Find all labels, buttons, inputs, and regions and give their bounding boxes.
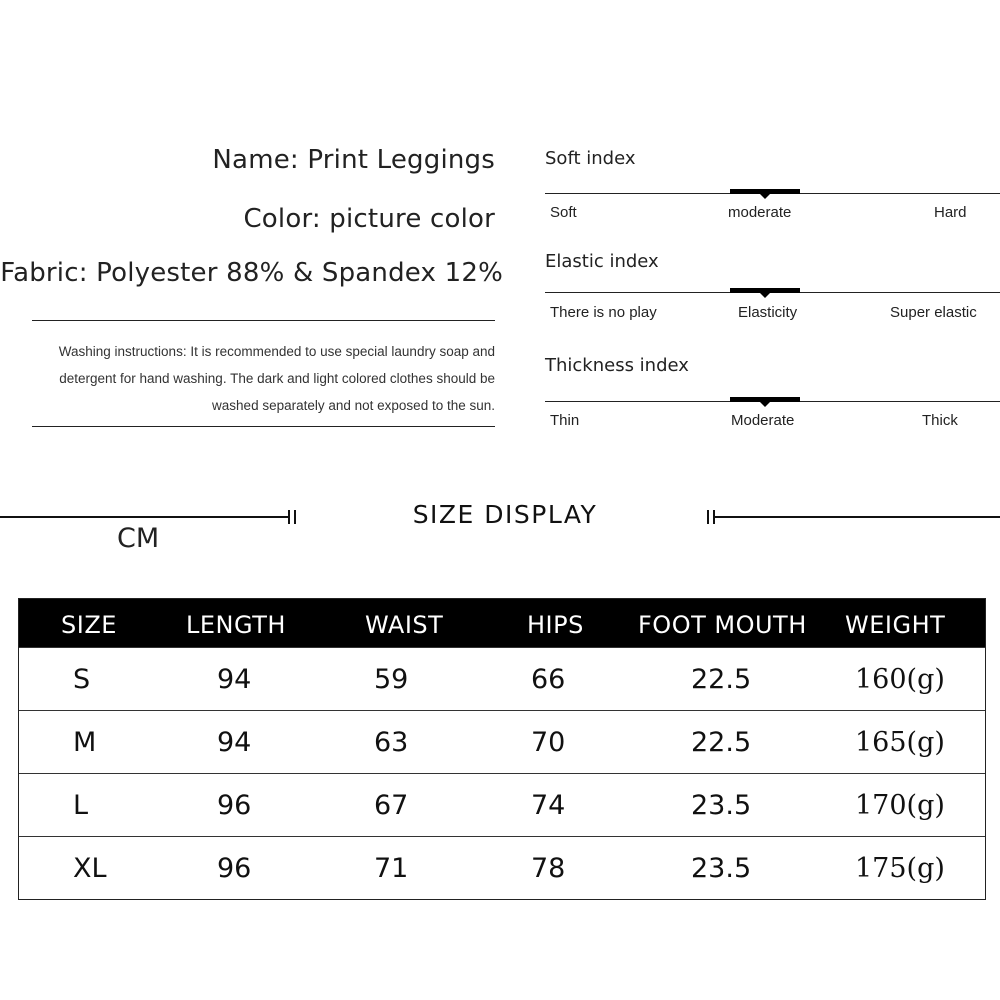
table-header	[19, 599, 985, 647]
cell-length: 94	[217, 664, 252, 695]
soft-index-low: Soft	[550, 204, 577, 221]
size-table	[18, 598, 986, 900]
header-size: SIZE	[61, 611, 117, 639]
elastic-index-mid: Elasticity	[738, 304, 798, 321]
cell-size: L	[73, 790, 89, 821]
header-waist: WAIST	[365, 611, 444, 639]
cell-size: S	[73, 664, 91, 695]
cell-hips: 74	[531, 790, 566, 821]
thickness-index-low: Thin	[550, 412, 580, 429]
elastic-index-high: Super elastic	[890, 304, 977, 321]
soft-index-high: Hard	[934, 204, 967, 221]
divider-bottom	[32, 426, 495, 427]
cell-waist: 67	[374, 790, 409, 821]
product-fabric: Fabric: Polyester 88% & Spandex 12%	[0, 258, 503, 288]
size-display-title: SIZE DISPLAY	[412, 500, 598, 529]
cell-foot-mouth: 23.5	[691, 853, 752, 884]
table-row	[19, 647, 985, 710]
elastic-index-title: Elastic index	[545, 251, 659, 272]
thickness-index-high: Thick	[922, 412, 958, 429]
size-display-line-right	[713, 516, 1000, 518]
table-row	[19, 710, 985, 773]
cell-weight: 170(g)	[855, 790, 945, 821]
product-color: Color: picture color	[243, 204, 495, 234]
cell-size: XL	[73, 853, 107, 884]
size-display-line-left	[0, 516, 288, 518]
soft-index-title: Soft index	[545, 148, 636, 169]
cell-length: 96	[217, 790, 252, 821]
divider-top	[32, 320, 495, 321]
header-foot-mouth: FOOT MOUTH	[638, 611, 807, 639]
cell-hips: 66	[531, 664, 566, 695]
unit-label: CM	[117, 523, 160, 554]
cell-foot-mouth: 22.5	[691, 727, 752, 758]
cell-hips: 70	[531, 727, 566, 758]
cell-waist: 71	[374, 853, 409, 884]
cell-size: M	[73, 727, 97, 758]
table-row	[19, 773, 985, 836]
product-name: Name: Print Leggings	[212, 145, 495, 175]
header-hips: HIPS	[527, 611, 584, 639]
cell-weight: 165(g)	[855, 727, 945, 758]
header-length: LENGTH	[186, 611, 286, 639]
thickness-index-mid: Moderate	[731, 412, 795, 429]
cell-length: 96	[217, 853, 252, 884]
cell-waist: 63	[374, 727, 409, 758]
thickness-index-marker	[730, 397, 800, 402]
cell-hips: 78	[531, 853, 566, 884]
cell-length: 94	[217, 727, 252, 758]
cell-waist: 59	[374, 664, 409, 695]
thickness-index-title: Thickness index	[545, 355, 689, 376]
cell-weight: 175(g)	[855, 853, 945, 884]
cell-foot-mouth: 22.5	[691, 664, 752, 695]
washing-instructions: Washing instructions: It is recommended to use special laundry soap and detergent for hand washing. The dark and light colored clothes should be washed separately and not exposed to the sun.	[58, 344, 495, 413]
elastic-index-low: There is no play	[550, 304, 657, 321]
elastic-index-marker	[730, 288, 800, 293]
size-display-cap-left	[288, 510, 290, 524]
soft-index-mid: moderate	[728, 204, 792, 221]
soft-index-marker	[730, 189, 800, 194]
size-display-cap-right	[707, 510, 709, 524]
header-weight: WEIGHT	[845, 611, 946, 639]
cell-weight: 160(g)	[855, 664, 945, 695]
size-display-cap-left-2	[294, 510, 296, 524]
table-row	[19, 836, 985, 899]
cell-foot-mouth: 23.5	[691, 790, 752, 821]
